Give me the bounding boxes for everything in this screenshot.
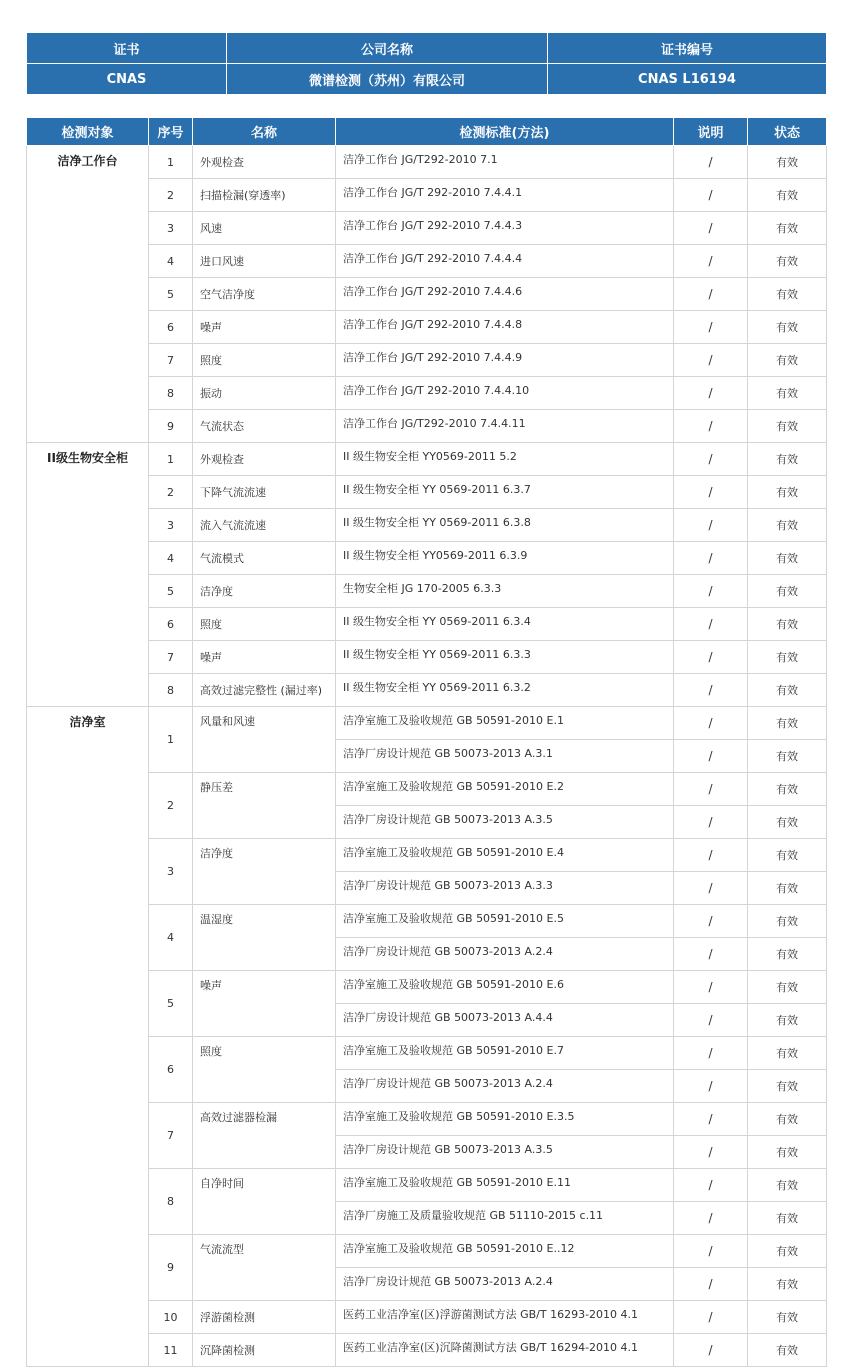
cert-header: 证书 — [27, 33, 227, 64]
standard-cell: 洁净室施工及验收规范 GB 50591-2010 E.1 — [336, 707, 674, 740]
standard-cell: 洁净工作台 JG/T 292-2010 7.4.4.9 — [336, 344, 674, 377]
seq-cell: 1 — [149, 707, 193, 773]
status-cell: 有效 — [748, 443, 827, 476]
standard-cell: 洁净工作台 JG/T 292-2010 7.4.4.8 — [336, 311, 674, 344]
status-cell: 有效 — [748, 674, 827, 707]
seq-cell: 8 — [149, 674, 193, 707]
seq-cell: 8 — [149, 1169, 193, 1235]
header-note: 说明 — [674, 118, 748, 146]
seq-cell: 2 — [149, 476, 193, 509]
certificate-table — [26, 32, 827, 95]
certificate-header-row — [27, 33, 827, 64]
status-cell: 有效 — [748, 839, 827, 872]
status-cell: 有效 — [748, 278, 827, 311]
status-cell: 有效 — [748, 806, 827, 839]
note-cell: / — [674, 806, 748, 839]
status-cell: 有效 — [748, 1301, 827, 1334]
standard-cell: 洁净工作台 JG/T 292-2010 7.4.4.6 — [336, 278, 674, 311]
item-name-cell: 照度 — [193, 608, 336, 641]
header-seq: 序号 — [149, 118, 193, 146]
seq-cell: 9 — [149, 410, 193, 443]
status-cell: 有效 — [748, 971, 827, 1004]
status-cell: 有效 — [748, 938, 827, 971]
standard-cell: 洁净工作台 JG/T 292-2010 7.4.4.3 — [336, 212, 674, 245]
item-name-cell: 流入气流流速 — [193, 509, 336, 542]
standard-cell: 洁净室施工及验收规范 GB 50591-2010 E.4 — [336, 839, 674, 872]
standard-cell: 洁净厂房设计规范 GB 50073-2013 A.3.5 — [336, 806, 674, 839]
standard-cell: 医药工业洁净室(区)沉降菌测试方法 GB/T 16294-2010 4.1 — [336, 1334, 674, 1367]
seq-cell: 4 — [149, 245, 193, 278]
standard-cell: II 级生物安全柜 YY 0569-2011 6.3.8 — [336, 509, 674, 542]
item-name-cell: 噪声 — [193, 641, 336, 674]
standard-cell: 洁净工作台 JG/T292-2010 7.4.4.11 — [336, 410, 674, 443]
note-cell: / — [674, 1169, 748, 1202]
standard-cell: 洁净厂房设计规范 GB 50073-2013 A.3.3 — [336, 872, 674, 905]
standard-cell: 洁净厂房设计规范 GB 50073-2013 A.2.4 — [336, 1070, 674, 1103]
seq-cell: 5 — [149, 971, 193, 1037]
note-cell: / — [674, 377, 748, 410]
item-name-cell: 空气洁净度 — [193, 278, 336, 311]
status-cell: 有效 — [748, 179, 827, 212]
seq-cell: 4 — [149, 905, 193, 971]
standard-cell: 洁净室施工及验收规范 GB 50591-2010 E.2 — [336, 773, 674, 806]
item-name-cell: 下降气流流速 — [193, 476, 336, 509]
status-cell: 有效 — [748, 905, 827, 938]
item-name-cell: 照度 — [193, 344, 336, 377]
standard-cell: 洁净厂房设计规范 GB 50073-2013 A.2.4 — [336, 1268, 674, 1301]
note-cell: / — [674, 1268, 748, 1301]
status-cell: 有效 — [748, 707, 827, 740]
standard-cell: II 级生物安全柜 YY0569-2011 5.2 — [336, 443, 674, 476]
seq-cell: 3 — [149, 509, 193, 542]
note-cell: / — [674, 410, 748, 443]
note-cell: / — [674, 839, 748, 872]
item-name-cell: 洁净度 — [193, 839, 336, 905]
status-cell: 有效 — [748, 1103, 827, 1136]
note-cell: / — [674, 641, 748, 674]
note-cell: / — [674, 1136, 748, 1169]
note-cell: / — [674, 278, 748, 311]
note-cell: / — [674, 872, 748, 905]
note-cell: / — [674, 740, 748, 773]
seq-cell: 8 — [149, 377, 193, 410]
note-cell: / — [674, 938, 748, 971]
status-cell: 有效 — [748, 245, 827, 278]
seq-cell: 7 — [149, 641, 193, 674]
item-name-cell: 气流模式 — [193, 542, 336, 575]
note-cell: / — [674, 476, 748, 509]
standard-cell: 洁净室施工及验收规范 GB 50591-2010 E.11 — [336, 1169, 674, 1202]
status-cell: 有效 — [748, 1334, 827, 1367]
seq-cell: 2 — [149, 179, 193, 212]
header-standard: 检测标准(方法) — [336, 118, 674, 146]
item-name-cell: 外观检查 — [193, 146, 336, 179]
standard-cell: 洁净厂房设计规范 GB 50073-2013 A.3.1 — [336, 740, 674, 773]
table-row — [27, 707, 827, 740]
table-body — [27, 146, 827, 1367]
status-cell: 有效 — [748, 1037, 827, 1070]
table-row — [27, 443, 827, 476]
seq-cell: 5 — [149, 278, 193, 311]
standard-cell: 洁净室施工及验收规范 GB 50591-2010 E.5 — [336, 905, 674, 938]
seq-cell: 6 — [149, 1037, 193, 1103]
table-header-row — [27, 118, 827, 146]
status-cell: 有效 — [748, 476, 827, 509]
item-name-cell: 高效过滤完整性 (漏过率) — [193, 674, 336, 707]
header-name: 名称 — [193, 118, 336, 146]
status-cell: 有效 — [748, 311, 827, 344]
note-cell: / — [674, 212, 748, 245]
certificate-value-row — [27, 64, 827, 95]
standard-cell: 洁净厂房施工及质量验收规范 GB 51110-2015 c.11 — [336, 1202, 674, 1235]
note-cell: / — [674, 608, 748, 641]
header-test-object: 检测对象 — [27, 118, 149, 146]
standard-cell: 洁净工作台 JG/T292-2010 7.1 — [336, 146, 674, 179]
note-cell: / — [674, 311, 748, 344]
status-cell: 有效 — [748, 608, 827, 641]
seq-cell: 2 — [149, 773, 193, 839]
item-name-cell: 扫描检漏(穿透率) — [193, 179, 336, 212]
note-cell: / — [674, 1037, 748, 1070]
seq-cell: 1 — [149, 443, 193, 476]
status-cell: 有效 — [748, 575, 827, 608]
note-cell: / — [674, 542, 748, 575]
item-name-cell: 沉降菌检测 — [193, 1334, 336, 1367]
standard-cell: 洁净室施工及验收规范 GB 50591-2010 E.7 — [336, 1037, 674, 1070]
status-cell: 有效 — [748, 1169, 827, 1202]
standard-cell: II 级生物安全柜 YY 0569-2011 6.3.4 — [336, 608, 674, 641]
status-cell: 有效 — [748, 1268, 827, 1301]
seq-cell: 7 — [149, 1103, 193, 1169]
header-status: 状态 — [748, 118, 827, 146]
status-cell: 有效 — [748, 641, 827, 674]
seq-cell: 10 — [149, 1301, 193, 1334]
note-cell: / — [674, 773, 748, 806]
standard-cell: II 级生物安全柜 YY 0569-2011 6.3.2 — [336, 674, 674, 707]
item-name-cell: 噪声 — [193, 311, 336, 344]
standard-cell: 洁净厂房设计规范 GB 50073-2013 A.3.5 — [336, 1136, 674, 1169]
standard-cell: 洁净工作台 JG/T 292-2010 7.4.4.10 — [336, 377, 674, 410]
item-name-cell: 照度 — [193, 1037, 336, 1103]
company-header: 公司名称 — [227, 33, 548, 64]
note-cell: / — [674, 971, 748, 1004]
test-object-cell: 洁净室 — [27, 707, 149, 1367]
item-name-cell: 外观检查 — [193, 443, 336, 476]
seq-cell: 9 — [149, 1235, 193, 1301]
standard-cell: 医药工业洁净室(区)浮游菌测试方法 GB/T 16293-2010 4.1 — [336, 1301, 674, 1334]
standard-cell: 洁净室施工及验收规范 GB 50591-2010 E.6 — [336, 971, 674, 1004]
note-cell: / — [674, 1070, 748, 1103]
seq-cell: 3 — [149, 212, 193, 245]
item-name-cell: 洁净度 — [193, 575, 336, 608]
note-cell: / — [674, 1103, 748, 1136]
note-cell: / — [674, 146, 748, 179]
item-name-cell: 风量和风速 — [193, 707, 336, 773]
item-name-cell: 高效过滤器检漏 — [193, 1103, 336, 1169]
status-cell: 有效 — [748, 377, 827, 410]
seq-cell: 6 — [149, 608, 193, 641]
status-cell: 有效 — [748, 1202, 827, 1235]
note-cell: / — [674, 179, 748, 212]
seq-cell: 11 — [149, 1334, 193, 1367]
item-name-cell: 气流流型 — [193, 1235, 336, 1301]
seq-cell: 7 — [149, 344, 193, 377]
status-cell: 有效 — [748, 1136, 827, 1169]
note-cell: / — [674, 1301, 748, 1334]
status-cell: 有效 — [748, 740, 827, 773]
seq-cell: 1 — [149, 146, 193, 179]
seq-cell: 3 — [149, 839, 193, 905]
table-row — [27, 146, 827, 179]
status-cell: 有效 — [748, 344, 827, 377]
note-cell: / — [674, 1004, 748, 1037]
note-cell: / — [674, 344, 748, 377]
standard-cell: 生物安全柜 JG 170-2005 6.3.3 — [336, 575, 674, 608]
seq-cell: 6 — [149, 311, 193, 344]
status-cell: 有效 — [748, 509, 827, 542]
status-cell: 有效 — [748, 1004, 827, 1037]
note-cell: / — [674, 905, 748, 938]
item-name-cell: 振动 — [193, 377, 336, 410]
standard-cell: 洁净工作台 JG/T 292-2010 7.4.4.1 — [336, 179, 674, 212]
item-name-cell: 进口风速 — [193, 245, 336, 278]
item-name-cell: 静压差 — [193, 773, 336, 839]
seq-cell: 5 — [149, 575, 193, 608]
status-cell: 有效 — [748, 773, 827, 806]
standard-cell: II 级生物安全柜 YY0569-2011 6.3.9 — [336, 542, 674, 575]
status-cell: 有效 — [748, 146, 827, 179]
note-cell: / — [674, 509, 748, 542]
status-cell: 有效 — [748, 1070, 827, 1103]
test-items-table — [26, 117, 827, 1367]
note-cell: / — [674, 1334, 748, 1367]
standard-cell: 洁净厂房设计规范 GB 50073-2013 A.2.4 — [336, 938, 674, 971]
status-cell: 有效 — [748, 1235, 827, 1268]
note-cell: / — [674, 1235, 748, 1268]
note-cell: / — [674, 245, 748, 278]
cert-value: CNAS — [27, 64, 227, 95]
seq-cell: 4 — [149, 542, 193, 575]
note-cell: / — [674, 1202, 748, 1235]
standard-cell: 洁净室施工及验收规范 GB 50591-2010 E.3.5 — [336, 1103, 674, 1136]
item-name-cell: 自净时间 — [193, 1169, 336, 1235]
cert-number-value: CNAS L16194 — [548, 64, 827, 95]
item-name-cell: 浮游菌检测 — [193, 1301, 336, 1334]
standard-cell: 洁净室施工及验收规范 GB 50591-2010 E..12 — [336, 1235, 674, 1268]
standard-cell: 洁净工作台 JG/T 292-2010 7.4.4.4 — [336, 245, 674, 278]
note-cell: / — [674, 443, 748, 476]
standard-cell: 洁净厂房设计规范 GB 50073-2013 A.4.4 — [336, 1004, 674, 1037]
item-name-cell: 温湿度 — [193, 905, 336, 971]
status-cell: 有效 — [748, 212, 827, 245]
note-cell: / — [674, 707, 748, 740]
note-cell: / — [674, 575, 748, 608]
standard-cell: II 级生物安全柜 YY 0569-2011 6.3.3 — [336, 641, 674, 674]
cert-number-header: 证书编号 — [548, 33, 827, 64]
status-cell: 有效 — [748, 872, 827, 905]
note-cell: / — [674, 674, 748, 707]
item-name-cell: 风速 — [193, 212, 336, 245]
status-cell: 有效 — [748, 542, 827, 575]
standard-cell: II 级生物安全柜 YY 0569-2011 6.3.7 — [336, 476, 674, 509]
status-cell: 有效 — [748, 410, 827, 443]
test-object-cell: II级生物安全柜 — [27, 443, 149, 707]
company-value: 微谱检测（苏州）有限公司 — [227, 64, 548, 95]
item-name-cell: 噪声 — [193, 971, 336, 1037]
test-object-cell: 洁净工作台 — [27, 146, 149, 443]
item-name-cell: 气流状态 — [193, 410, 336, 443]
